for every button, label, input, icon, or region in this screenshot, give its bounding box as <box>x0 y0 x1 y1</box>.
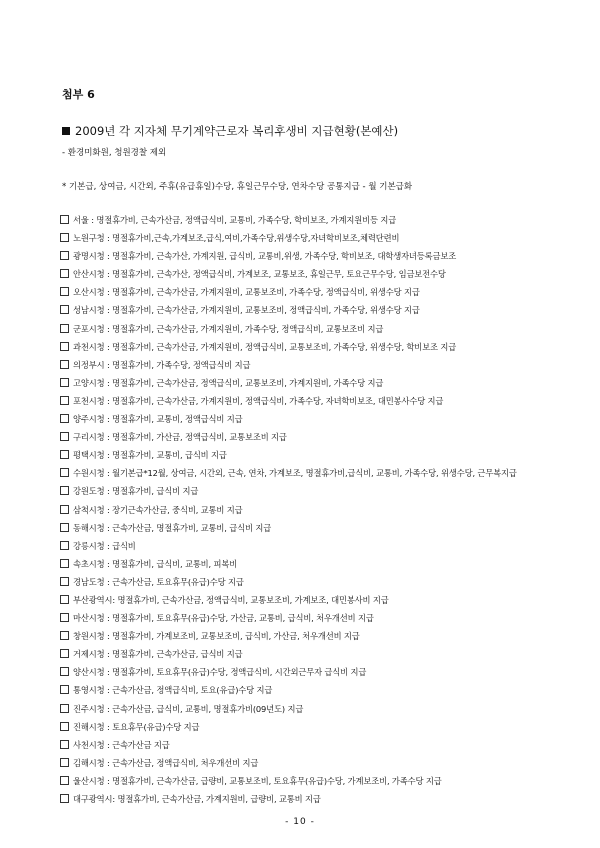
checkbox-icon <box>60 269 69 278</box>
list-item <box>60 519 517 537</box>
list-item-text: 진해시청 : 토요휴무(유급)수당 지급 <box>73 721 200 732</box>
checkbox-icon <box>60 559 69 568</box>
checkbox-icon <box>60 233 69 242</box>
checkbox-icon <box>60 468 69 477</box>
list-item <box>60 283 517 301</box>
list-item-text: 군포시청 : 명절휴가비, 근속가산금, 가계지원비, 가족수당, 정액급식비, 교통보조비 지급 <box>73 323 384 334</box>
page-number: - 10 - <box>285 817 315 827</box>
list-item-text: 성남시청 : 명절휴가비, 근속가산금, 가계지원비, 교통보조비, 정액급식비, 가족수당, 위생수당 지급 <box>73 305 420 316</box>
document-title-text: 2009년 각 지자체 무기계약근로자 복리후생비 지급현황(본예산) <box>75 124 399 138</box>
checkbox-icon <box>60 450 69 459</box>
list-item-text: 강릉시청 : 급식비 <box>73 540 136 551</box>
checkbox-icon <box>60 360 69 369</box>
checkbox-icon <box>60 342 69 351</box>
list-item-text: 창원시청 : 명절휴가비, 가계보조비, 교통보조비, 급식비, 가산금, 처우개선비 지급 <box>73 631 360 642</box>
list-item-text: 안산시청 : 명절휴가비, 근속가산, 정액급식비, 가계보조, 교통보조, 휴일근무, 토요근무수당, 임금보전수당 <box>73 269 446 280</box>
checkbox-icon <box>60 505 69 514</box>
checkbox-icon <box>60 577 69 586</box>
checkbox-icon <box>60 251 69 260</box>
list-item <box>60 627 517 645</box>
checkbox-icon <box>60 631 69 640</box>
checkbox-icon <box>60 287 69 296</box>
list-item-text: 대구광역시: 명절휴가비, 근속가산금, 가계지원비, 급량비, 교통비 지급 <box>73 794 321 804</box>
list-item-text: 오산시청 : 명절휴가비, 근속가산금, 가계지원비, 교통보조비, 가족수당, 정액급식비, 위생수당 지급 <box>73 287 420 298</box>
list-item <box>60 645 517 663</box>
list-item-text: 수원시청 : 월기본급*12월, 상여금, 시간외, 근속, 연차, 가계보조, 명절휴가비,급식비, 교통비, 가족수당, 위생수당, 근무복지급 <box>73 468 517 479</box>
list-item <box>60 247 517 265</box>
list-item-text: 서울 : 명절휴가비, 근속가산금, 정액급식비, 교통비, 가족수당, 학비보조, 가계지원비등 지급 <box>73 215 397 225</box>
attachment-label: 첨부 6 <box>62 88 95 101</box>
list-item-text: 양주시청 : 명절휴가비, 교통비, 정액급식비 지급 <box>73 414 243 425</box>
list-item-text: 과천시청 : 명절휴가비, 근속가산금, 가계지원비, 정액급식비, 교통보조비, 가족수당, 위생수당, 학비보조 지급 <box>73 341 457 352</box>
list-item <box>60 392 517 410</box>
checkbox-icon <box>60 523 69 532</box>
checkbox-icon <box>60 776 69 785</box>
list-item-text: 마산시청 : 명절휴가비, 토요휴무(유급)수당, 가산금, 교통비, 급식비, 처우개선비 지급 <box>73 613 374 624</box>
checkbox-icon <box>60 740 69 749</box>
checkbox-icon <box>60 378 69 387</box>
checkbox-icon <box>60 486 69 495</box>
list-item <box>60 211 517 229</box>
list-item <box>60 537 517 555</box>
document-subtitle: - 환경미화원, 청원경찰 제외 <box>62 148 167 158</box>
common-payment-note: * 기본급, 상여금, 시간외, 주휴(유급휴일)수당, 휴일근무수당, 연차수당 공통지급 - 월 기본급화 <box>62 182 413 192</box>
list-item-text: 거제시청 : 명절휴가비, 근속가산금, 급식비 지급 <box>73 649 243 660</box>
checkbox-icon <box>60 667 69 676</box>
list-item <box>60 320 517 338</box>
list-item-text: 속초시청 : 명절휴가비, 급식비, 교통비, 피복비 <box>73 558 238 569</box>
list-item-text: 강원도청 : 명절휴가비, 급식비 지급 <box>73 486 199 497</box>
checkbox-icon <box>60 432 69 441</box>
list-item <box>60 754 517 772</box>
checkbox-icon <box>60 324 69 333</box>
checkbox-icon <box>60 722 69 731</box>
checkbox-icon <box>60 649 69 658</box>
region-benefit-list <box>60 211 517 808</box>
list-item <box>60 374 517 392</box>
list-item-text: 의정부시 : 명절휴가비, 가족수당, 정액급식비 지급 <box>73 359 251 370</box>
checkbox-icon <box>60 758 69 767</box>
checkbox-icon <box>60 414 69 423</box>
list-item <box>60 482 517 500</box>
list-item <box>60 591 517 609</box>
checkbox-icon <box>60 794 69 803</box>
list-item <box>60 265 517 283</box>
list-item <box>60 609 517 627</box>
list-item <box>60 301 517 319</box>
list-item <box>60 573 517 591</box>
list-item-text: 포천시청 : 명절휴가비, 근속가산금, 가계지원비, 정액급식비, 가족수당, 자녀학비보조, 대민봉사수당 지급 <box>73 395 444 406</box>
list-item-text: 고양시청 : 명절휴가비, 근속가산금, 정액급식비, 교통보조비, 가계지원비, 가족수당 지급 <box>73 377 384 388</box>
list-item-text: 통영시청 : 근속가산금, 정액급식비, 토요(유급)수당 지급 <box>73 685 273 696</box>
checkbox-icon <box>60 613 69 622</box>
list-item-text: 양산시청 : 명절휴가비, 토요휴무(유급)수당, 정액급식비, 시간외근무자 급식비 지급 <box>73 667 367 678</box>
list-item <box>60 428 517 446</box>
list-item-text: 사천시청 : 근속가산금 지급 <box>73 739 170 750</box>
list-item <box>60 356 517 374</box>
list-item-text: 울산시청 : 명절휴가비, 근속가산금, 급량비, 교통보조비, 토요휴무(유급)수당, 가계보조비, 가족수당 지급 <box>73 775 442 786</box>
list-item <box>60 736 517 754</box>
list-item-text: 광명시청 : 명절휴가비, 근속가산, 가계지원, 급식비, 교통비,위생, 가족수당, 학비보조, 대학생자녀등록금보조 <box>73 251 457 262</box>
checkbox-icon <box>60 685 69 694</box>
list-item <box>60 700 517 718</box>
list-item <box>60 410 517 428</box>
square-bullet-icon <box>62 127 70 135</box>
list-item-text: 구리시청 : 명절휴가비, 가산금, 정액급식비, 교통보조비 지급 <box>73 432 287 443</box>
list-item <box>60 229 517 247</box>
list-item <box>60 718 517 736</box>
list-item <box>60 501 517 519</box>
checkbox-icon <box>60 215 69 224</box>
list-item <box>60 555 517 573</box>
list-item-text: 동해시청 : 근속가산금, 명절휴가비, 교통비, 급식비 지급 <box>73 522 272 533</box>
list-item-text: 부산광역시: 명절휴가비, 근속가산금, 정액급식비, 교통보조비, 가계보조, 대민봉사비 지급 <box>73 594 389 605</box>
list-item <box>60 772 517 790</box>
checkbox-icon <box>60 305 69 314</box>
checkbox-icon <box>60 595 69 604</box>
list-item <box>60 464 517 482</box>
list-item <box>60 663 517 681</box>
list-item-text: 진주시청 : 근속가산금, 급식비, 교통비, 명절휴가비(09년도) 지급 <box>73 703 304 714</box>
document-title <box>62 123 398 139</box>
list-item <box>60 338 517 356</box>
checkbox-icon <box>60 704 69 713</box>
list-item <box>60 681 517 699</box>
list-item <box>60 446 517 464</box>
list-item-text: 평택시청 : 명절휴가비, 교통비, 급식비 지급 <box>73 450 227 461</box>
list-item <box>60 790 517 808</box>
checkbox-icon <box>60 396 69 405</box>
list-item-text: 김해시청 : 근속가산금, 정액급식비, 처우개선비 지급 <box>73 757 259 768</box>
list-item-text: 노원구청 : 명절휴가비,근속,가계보조,급식,여비,가족수당,위생수당,자녀학비보조,체력단련비 <box>73 233 400 244</box>
list-item-text: 삼척시청 : 장기근속가산금, 중식비, 교통비 지급 <box>73 504 243 515</box>
list-item-text: 경남도청 : 근속가산금, 토요휴무(유급)수당 지급 <box>73 576 244 587</box>
checkbox-icon <box>60 541 69 550</box>
